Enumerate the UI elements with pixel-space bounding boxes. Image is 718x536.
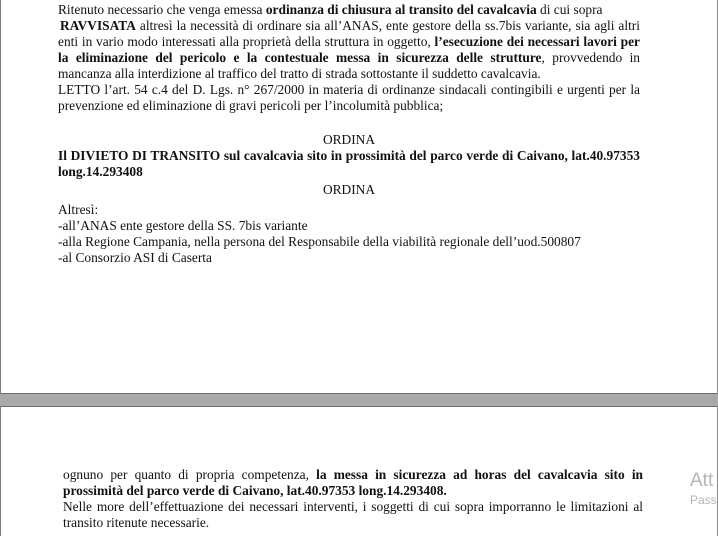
competenza-paragraph: ognuno per quanto di propria competenza, la messa in sicurezza ad horas del cavalcavia sito in prossimità del parco verde di Caivano, lat.40.97353 long.14.293408. [63, 467, 643, 498]
letto-paragraph: LETTO l’art. 54 c.4 del D. Lgs. n° 267/2000 in materia di ordinanze sindacali contingibili e urgenti per la prevenzione ed eliminazione di gravi pericoli per l’incolumità pubblica; [58, 82, 640, 113]
activation-watermark: Att Pass [690, 470, 717, 507]
document-page-2 [0, 406, 718, 536]
page-1-body [58, 2, 640, 266]
list-item: -all’ANAS ente gestore della SS. 7bis variante [58, 218, 308, 233]
ritenuto-paragraph: Ritenuto necessario che venga emessa ordinanza di chiusura al transito del cavalcavia di cui sopra [58, 2, 603, 17]
ordina-heading-2: ORDINA [322, 182, 376, 197]
ordina-heading-1: ORDINA [322, 132, 376, 147]
altresi-label: Altresì: [58, 202, 99, 217]
list-item: -alla Regione Campania, nella persona del Responsabile della viabilità regionale dell’uod.500807 [58, 234, 581, 249]
page-2-body [63, 467, 643, 531]
nelle-more-paragraph: Nelle more dell’effettuazione dei necessari interventi, i soggetti di cui sopra imporranno le limitazioni al transito ritenute necessarie. [63, 499, 643, 530]
list-item: -al Consorzio ASI di Caserta [58, 250, 212, 265]
divieto-paragraph: Il DIVIETO DI TRANSITO sul cavalcavia sito in prossimità del parco verde di Caivano, lat.40.97353 long.14.293408 [58, 148, 640, 179]
ravvisata-paragraph: RAVVISATA altresì la necessità di ordinare sia all’ANAS, ente gestore della ss.7bis variante, sia agli altri enti in vario modo interessati alla proprietà della struttura in oggetto, l’esecuzione dei necessari lavori per la eliminazione del pericolo e la contestuale messa in sicurezza delle strutture, provvedendo in mancanza alla interdizione al traffico del tratto di strada sottostante il suddetto cavalcavia. [58, 18, 640, 81]
